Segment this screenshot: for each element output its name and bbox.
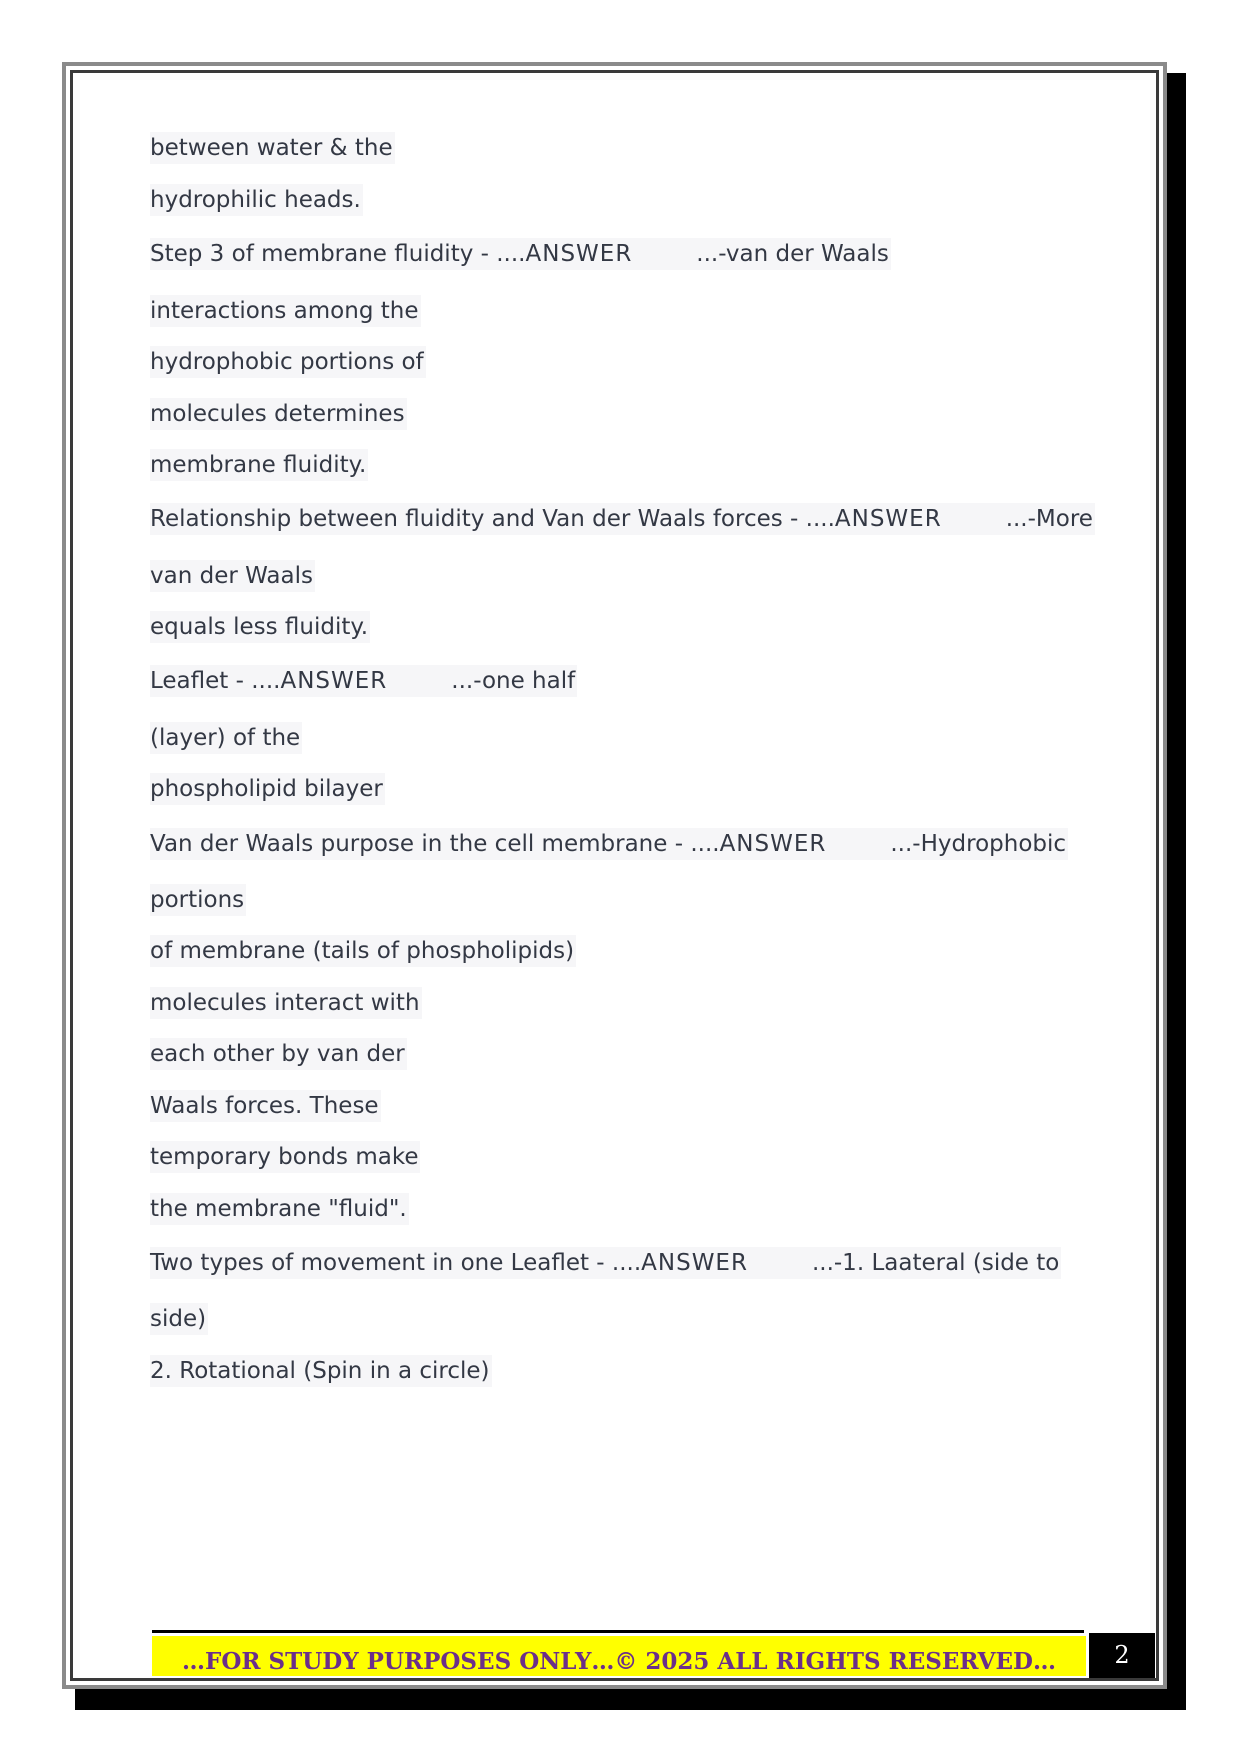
answer-label: ANSWER xyxy=(834,506,942,532)
qa-line xyxy=(150,503,1095,535)
answer-text: ...-Hydrophobic xyxy=(890,831,1067,857)
answer-label: ANSWER xyxy=(719,831,827,857)
footer-notice: …FOR STUDY PURPOSES ONLY…© 2025 ALL RIGHTS RESERVED… xyxy=(152,1636,1086,1676)
page-number: 2 xyxy=(1089,1633,1155,1678)
text-line: equals less fluidity. xyxy=(150,611,370,643)
text-line: each other by van der xyxy=(150,1038,407,1070)
text-line: side) xyxy=(150,1303,208,1335)
text-line: Waals forces. These xyxy=(150,1090,381,1122)
text-line: membrane fluidity. xyxy=(150,449,368,481)
answer-label: ANSWER xyxy=(280,668,388,694)
text-line: portions xyxy=(150,884,246,916)
text-line: phospholipid bilayer xyxy=(150,773,385,805)
text-line: molecules determines xyxy=(150,398,407,430)
text-line: 2. Rotational (Spin in a circle) xyxy=(150,1355,492,1387)
question-text: Leaflet - .... xyxy=(150,668,281,694)
qa-line xyxy=(150,828,1068,860)
qa-line xyxy=(150,238,891,270)
text-line: temporary bonds make xyxy=(150,1141,420,1173)
qa-line xyxy=(150,1247,1061,1279)
answer-text: ...-one half xyxy=(451,668,576,694)
footer-divider xyxy=(152,1630,1084,1633)
text-line: hydrophilic heads. xyxy=(150,184,363,216)
text-line: (layer) of the xyxy=(150,722,302,754)
answer-text: ...-1. Laateral (side to xyxy=(811,1250,1060,1276)
answer-label: ANSWER xyxy=(525,241,633,267)
answer-text: ...-More xyxy=(1005,506,1093,532)
question-text: Two types of movement in one Leaflet - .... xyxy=(150,1250,642,1276)
text-line: interactions among the xyxy=(150,295,421,327)
answer-text: ...-van der Waals xyxy=(696,241,889,267)
qa-line xyxy=(150,665,577,697)
text-line: van der Waals xyxy=(150,560,315,592)
question-text: Van der Waals purpose in the cell membrane - .... xyxy=(150,831,720,857)
question-text: Step 3 of membrane fluidity - .... xyxy=(150,241,526,267)
text-line: the membrane "fluid". xyxy=(150,1193,409,1225)
text-line: molecules interact with xyxy=(150,987,422,1019)
text-line: hydrophobic portions of xyxy=(150,346,426,378)
question-text: Relationship between fluidity and Van der Waals forces - .... xyxy=(150,506,835,532)
text-line: between water & the xyxy=(150,132,395,164)
answer-label: ANSWER xyxy=(641,1250,748,1276)
text-line: of membrane (tails of phospholipids) xyxy=(150,935,576,967)
